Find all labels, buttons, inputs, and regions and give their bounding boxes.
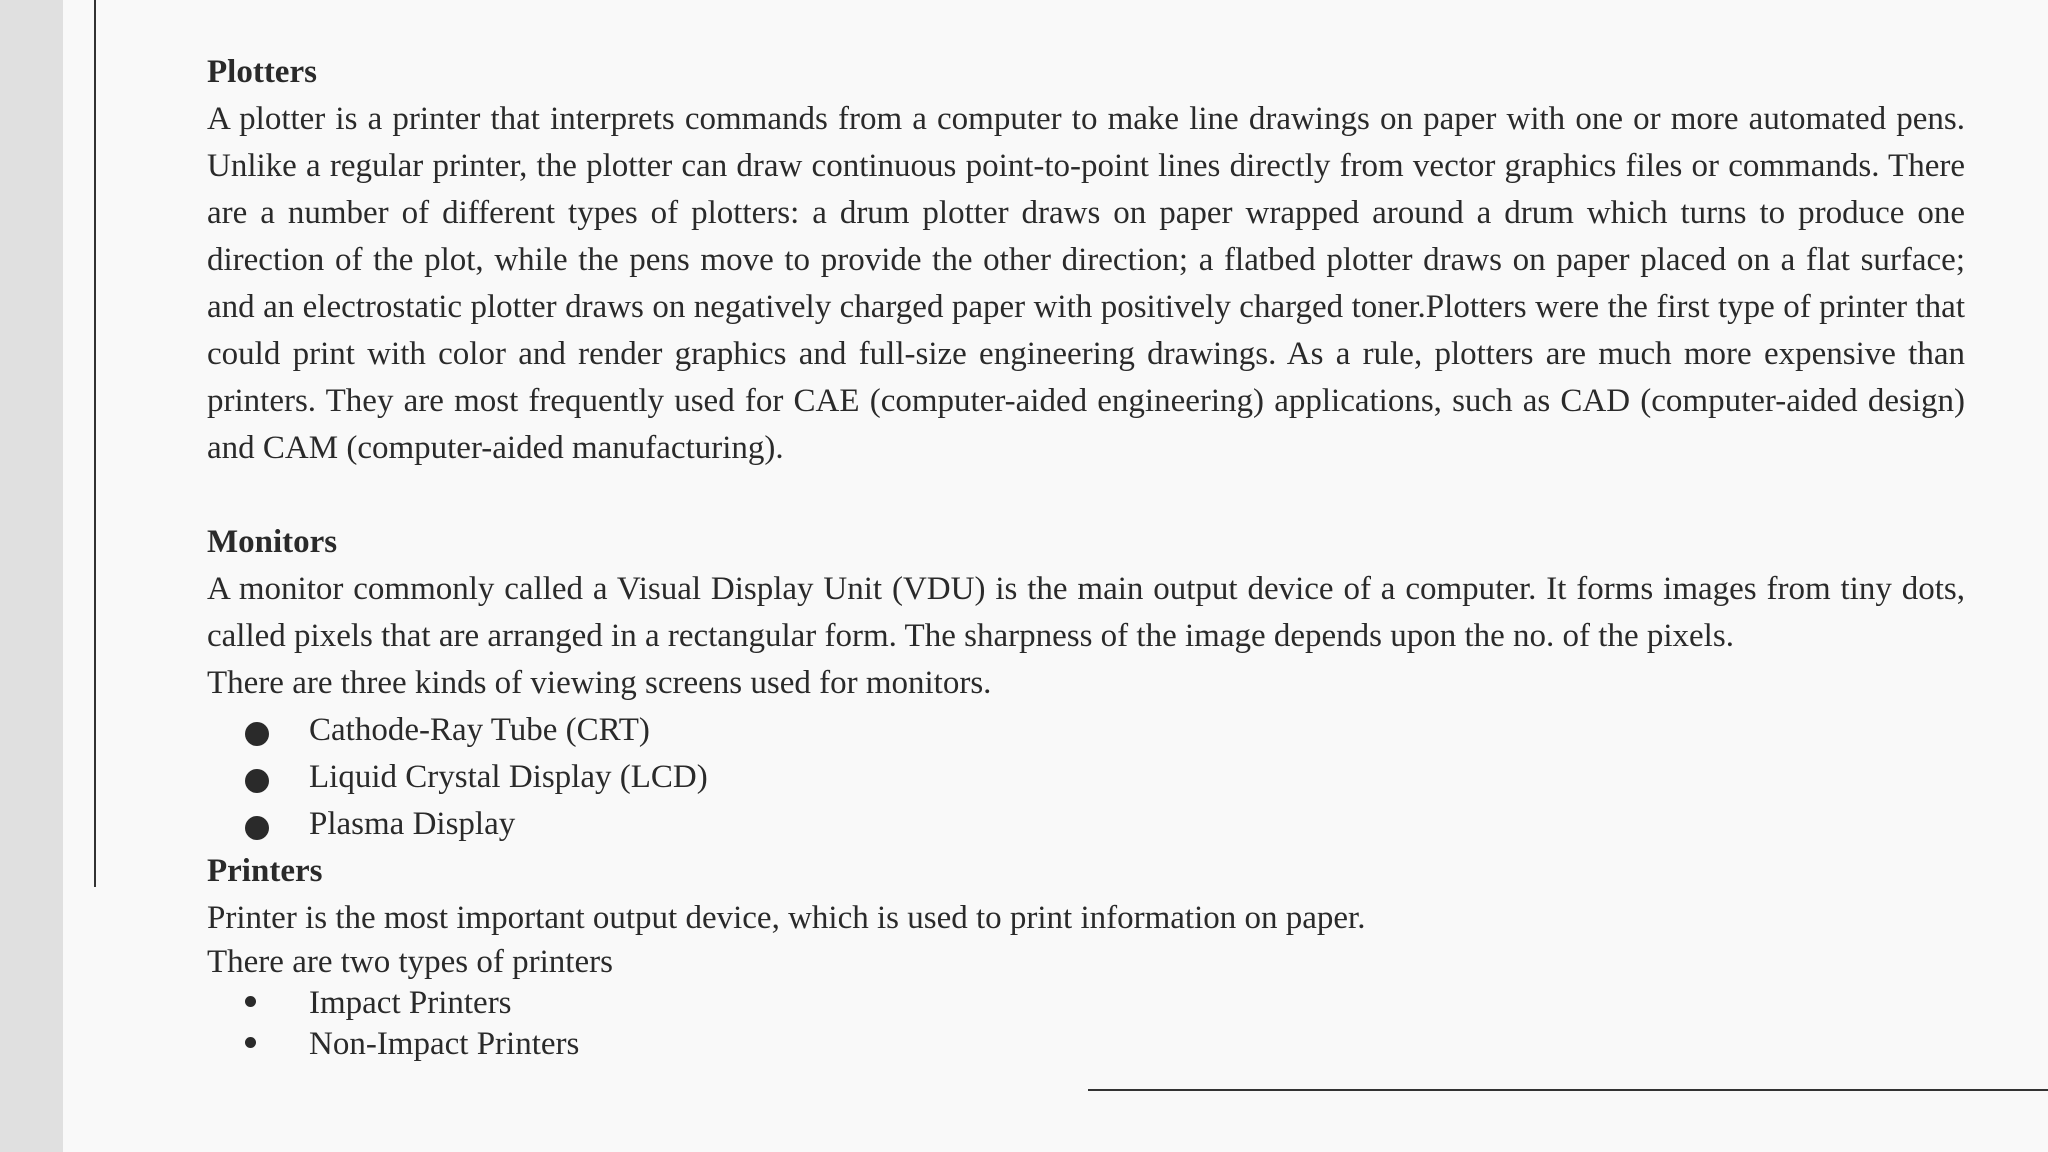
list-item [207, 983, 1965, 1024]
monitors-list [207, 707, 1965, 848]
document-page [63, 0, 2048, 1152]
list-item-text: Non-Impact Printers [309, 1026, 580, 1062]
section-spacer [207, 472, 1965, 519]
list-item-text: Liquid Crystal Display (LCD) [309, 759, 708, 795]
list-item-text: Cathode-Ray Tube (CRT) [309, 712, 650, 748]
monitors-paragraph: A monitor commonly called a Visual Display Unit (VDU) is the main output device of a computer. It forms images from tiny dots, called pixels that are arranged in a rectangular form. The sharpness of the image depends upon the no. of the pixels. [207, 571, 1965, 654]
bullet-icon [245, 996, 256, 1007]
monitors-section [207, 519, 1965, 848]
list-item [207, 801, 1965, 848]
monitors-intro: There are three kinds of viewing screens used for monitors. [207, 665, 992, 701]
printers-list [207, 983, 1965, 1065]
plotters-paragraph: A plotter is a printer that interprets commands from a computer to make line drawings on paper with one or more automated pens. Unlike a regular printer, the plotter can draw continuous point-to-point lines directly from vector graphics files or commands. There are a number of different types of plotters: a drum plotter draws on paper wrapped around a drum which turns to produce one direction of the plot, while the pens move to provide the other direction; a flatbed plotter draws on paper placed on a flat surface; and an electrostatic plotter draws on negatively charged paper with positively charged toner.Plotters were the first type of printer that could print with color and render graphics and full-size engineering drawings. As a rule, plotters are much more expensive than printers. They are most frequently used for CAE (computer-aided engineering) applications, such as CAD (computer-aided design) and CAM (computer-aided manufacturing). [207, 101, 1965, 466]
list-item-text: Plasma Display [309, 806, 516, 842]
bullet-icon [245, 769, 269, 793]
printers-paragraph: Printer is the most important output device, which is used to print information on paper. [207, 900, 1366, 936]
list-item [207, 754, 1965, 801]
plotters-heading: Plotters [207, 54, 317, 90]
plotters-section [207, 49, 1965, 472]
bullet-icon [245, 1037, 256, 1048]
bullet-icon [245, 722, 269, 746]
printers-heading: Printers [207, 853, 323, 889]
printers-section [207, 848, 1965, 1065]
left-margin-line [94, 0, 96, 887]
monitors-heading: Monitors [207, 524, 338, 560]
list-item [207, 707, 1965, 754]
printers-intro: There are two types of printers [207, 944, 613, 980]
footer-rule [1088, 1089, 2048, 1091]
document-content [207, 49, 1965, 1065]
bullet-icon [245, 816, 269, 840]
list-item-text: Impact Printers [309, 985, 512, 1021]
list-item [207, 1024, 1965, 1065]
